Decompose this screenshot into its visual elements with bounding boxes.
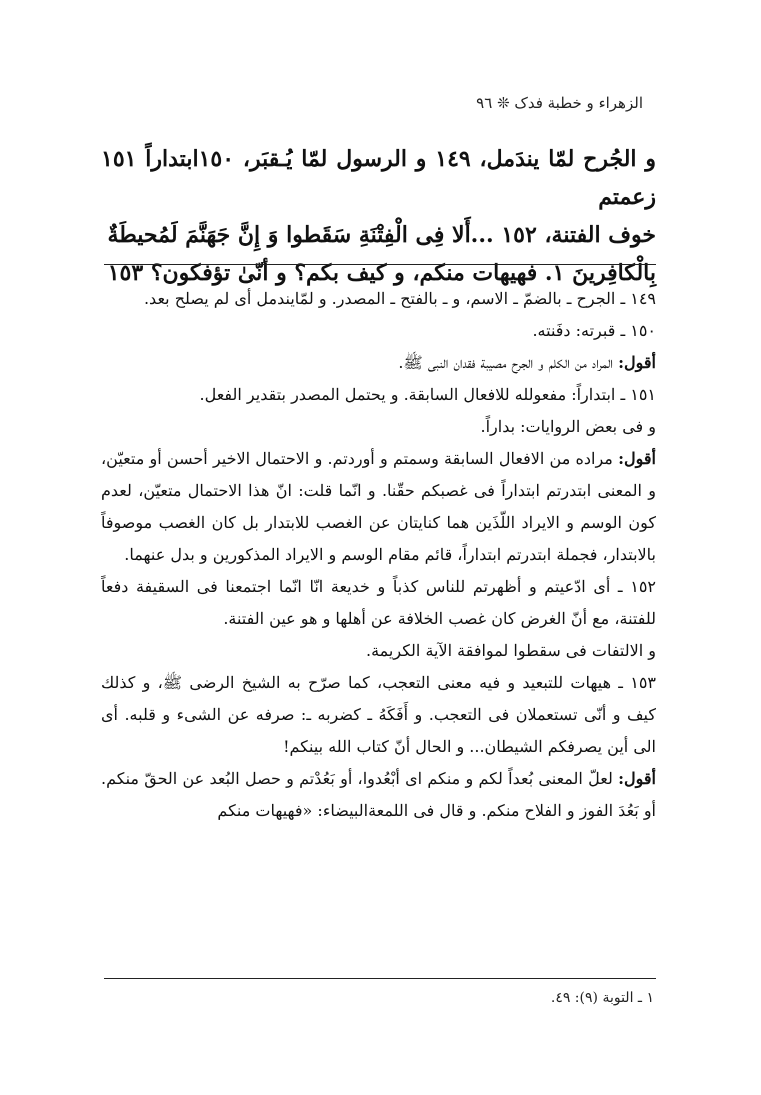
aqul-label: أقول:	[618, 353, 656, 372]
commentary-paragraph: ١٥١ ـ ابتداراً: مفعولله للافعال السابقة. و يحتمل المصدر بتقدير الفعل.	[199, 385, 656, 404]
aqul-label: أقول:	[618, 769, 656, 788]
commentary	[101, 283, 656, 827]
footnote: ١ ـ التوبة (٩): ٤٩.	[550, 990, 654, 1006]
main-text	[101, 140, 656, 292]
commentary-paragraph: أقول: لعلّ المعنى بُعداً لكم و منكم اى أبْعُدوا، أو بَعُدْتم و حصل البُعد عن الحقّ منكم. أو بَعُدَ الفوز و الفلاح منكم. و قال فى اللمعةالبيضاء: «فهيهات منكم	[101, 769, 656, 820]
main-text-line: خوف الفتنة، ١٥٢ ...أَلا فِى الْفِتْنَةِ سَقَطوا وَ إِنَّ جَهَنَّمَ لَمُحيطَةٌ	[107, 222, 656, 248]
commentary-paragraph: ١٤٩ ـ الجرح ـ بالضمّ ـ الاسم، و ـ بالفتح ـ المصدر. و لمّايندمل أى لم يصلح بعد.	[143, 289, 656, 308]
commentary-paragraph: ١٥٠ ـ قبرته: دفَنته.	[532, 321, 656, 340]
commentary-paragraph: ١٥٣ ـ هيهات للتبعيد و فيه معنى التعجب، كما صرّح به الشيخ الرضى ﷺ، و كذلك كيف و أنّى تستعملان فى التعجب. و أَفَكَهُ ـ كضربه ـ: صرفه عن الشىء و قلبه. أى الى أين يصرفكم الشيطان... و الحال أنّ كتاب الله بينكم!	[101, 673, 656, 756]
commentary-paragraph: و الالتفات فى سقطوا لموافقة الآية الكريمة.	[366, 641, 656, 660]
running-header: الزهراء و خطبة فدک ❊ ٩٦	[476, 94, 643, 112]
separator-rule	[104, 264, 656, 265]
commentary-paragraph: ١٥٢ ـ أى ادّعيتم و أظهرتم للناس كذباً و خديعة انّا انّما اجتمعنا فى السقيفة دفعاً للفتنة، مع أنّ الغرض كان غصب الخلافة عن أهلها و هو عين الفتنة.	[101, 577, 657, 628]
footnote-rule	[104, 978, 656, 979]
aqul-label: أقول:	[618, 449, 656, 468]
main-text-line: و الجُرح لمّا يندَمل، ١٤٩ و الرسول لمّا يُـقبَر، ١٥٠ابتداراً ١٥١ زعمتم	[101, 146, 656, 210]
commentary-paragraph: أقول: مراده من الافعال السابقة وسمتم و أوردتم. و الاحتمال الاخير أحسن أو متعيّن، و المعنى ابتدرتم ابتداراً فى غصبكم حقّنا. و انّما قلت: انّ هذا الاحتمال متعيّن، لعدم كون الوسم و الايراد اللّذَين هما كنايتان عن الغصب للابتدار بل كان الغصب موصوفاً بالابتدار، فجملة ابتدرتم ابتداراً، قائم مقام الوسم و الايراد المذكورين و بدل عنهما.	[101, 449, 657, 564]
commentary-paragraph: أقول: المراد من الكلم و الجرح مصيبة فقدان النبى ﷺ.	[398, 353, 656, 372]
main-text-line: بِالْكافِرينَ ١. فهيهات منكم، و كيف بكم؟ و أنّىٰ تؤفكون؟ ١٥٣	[107, 260, 656, 286]
commentary-paragraph: و فى بعض الروايات: بداراً.	[480, 417, 656, 436]
